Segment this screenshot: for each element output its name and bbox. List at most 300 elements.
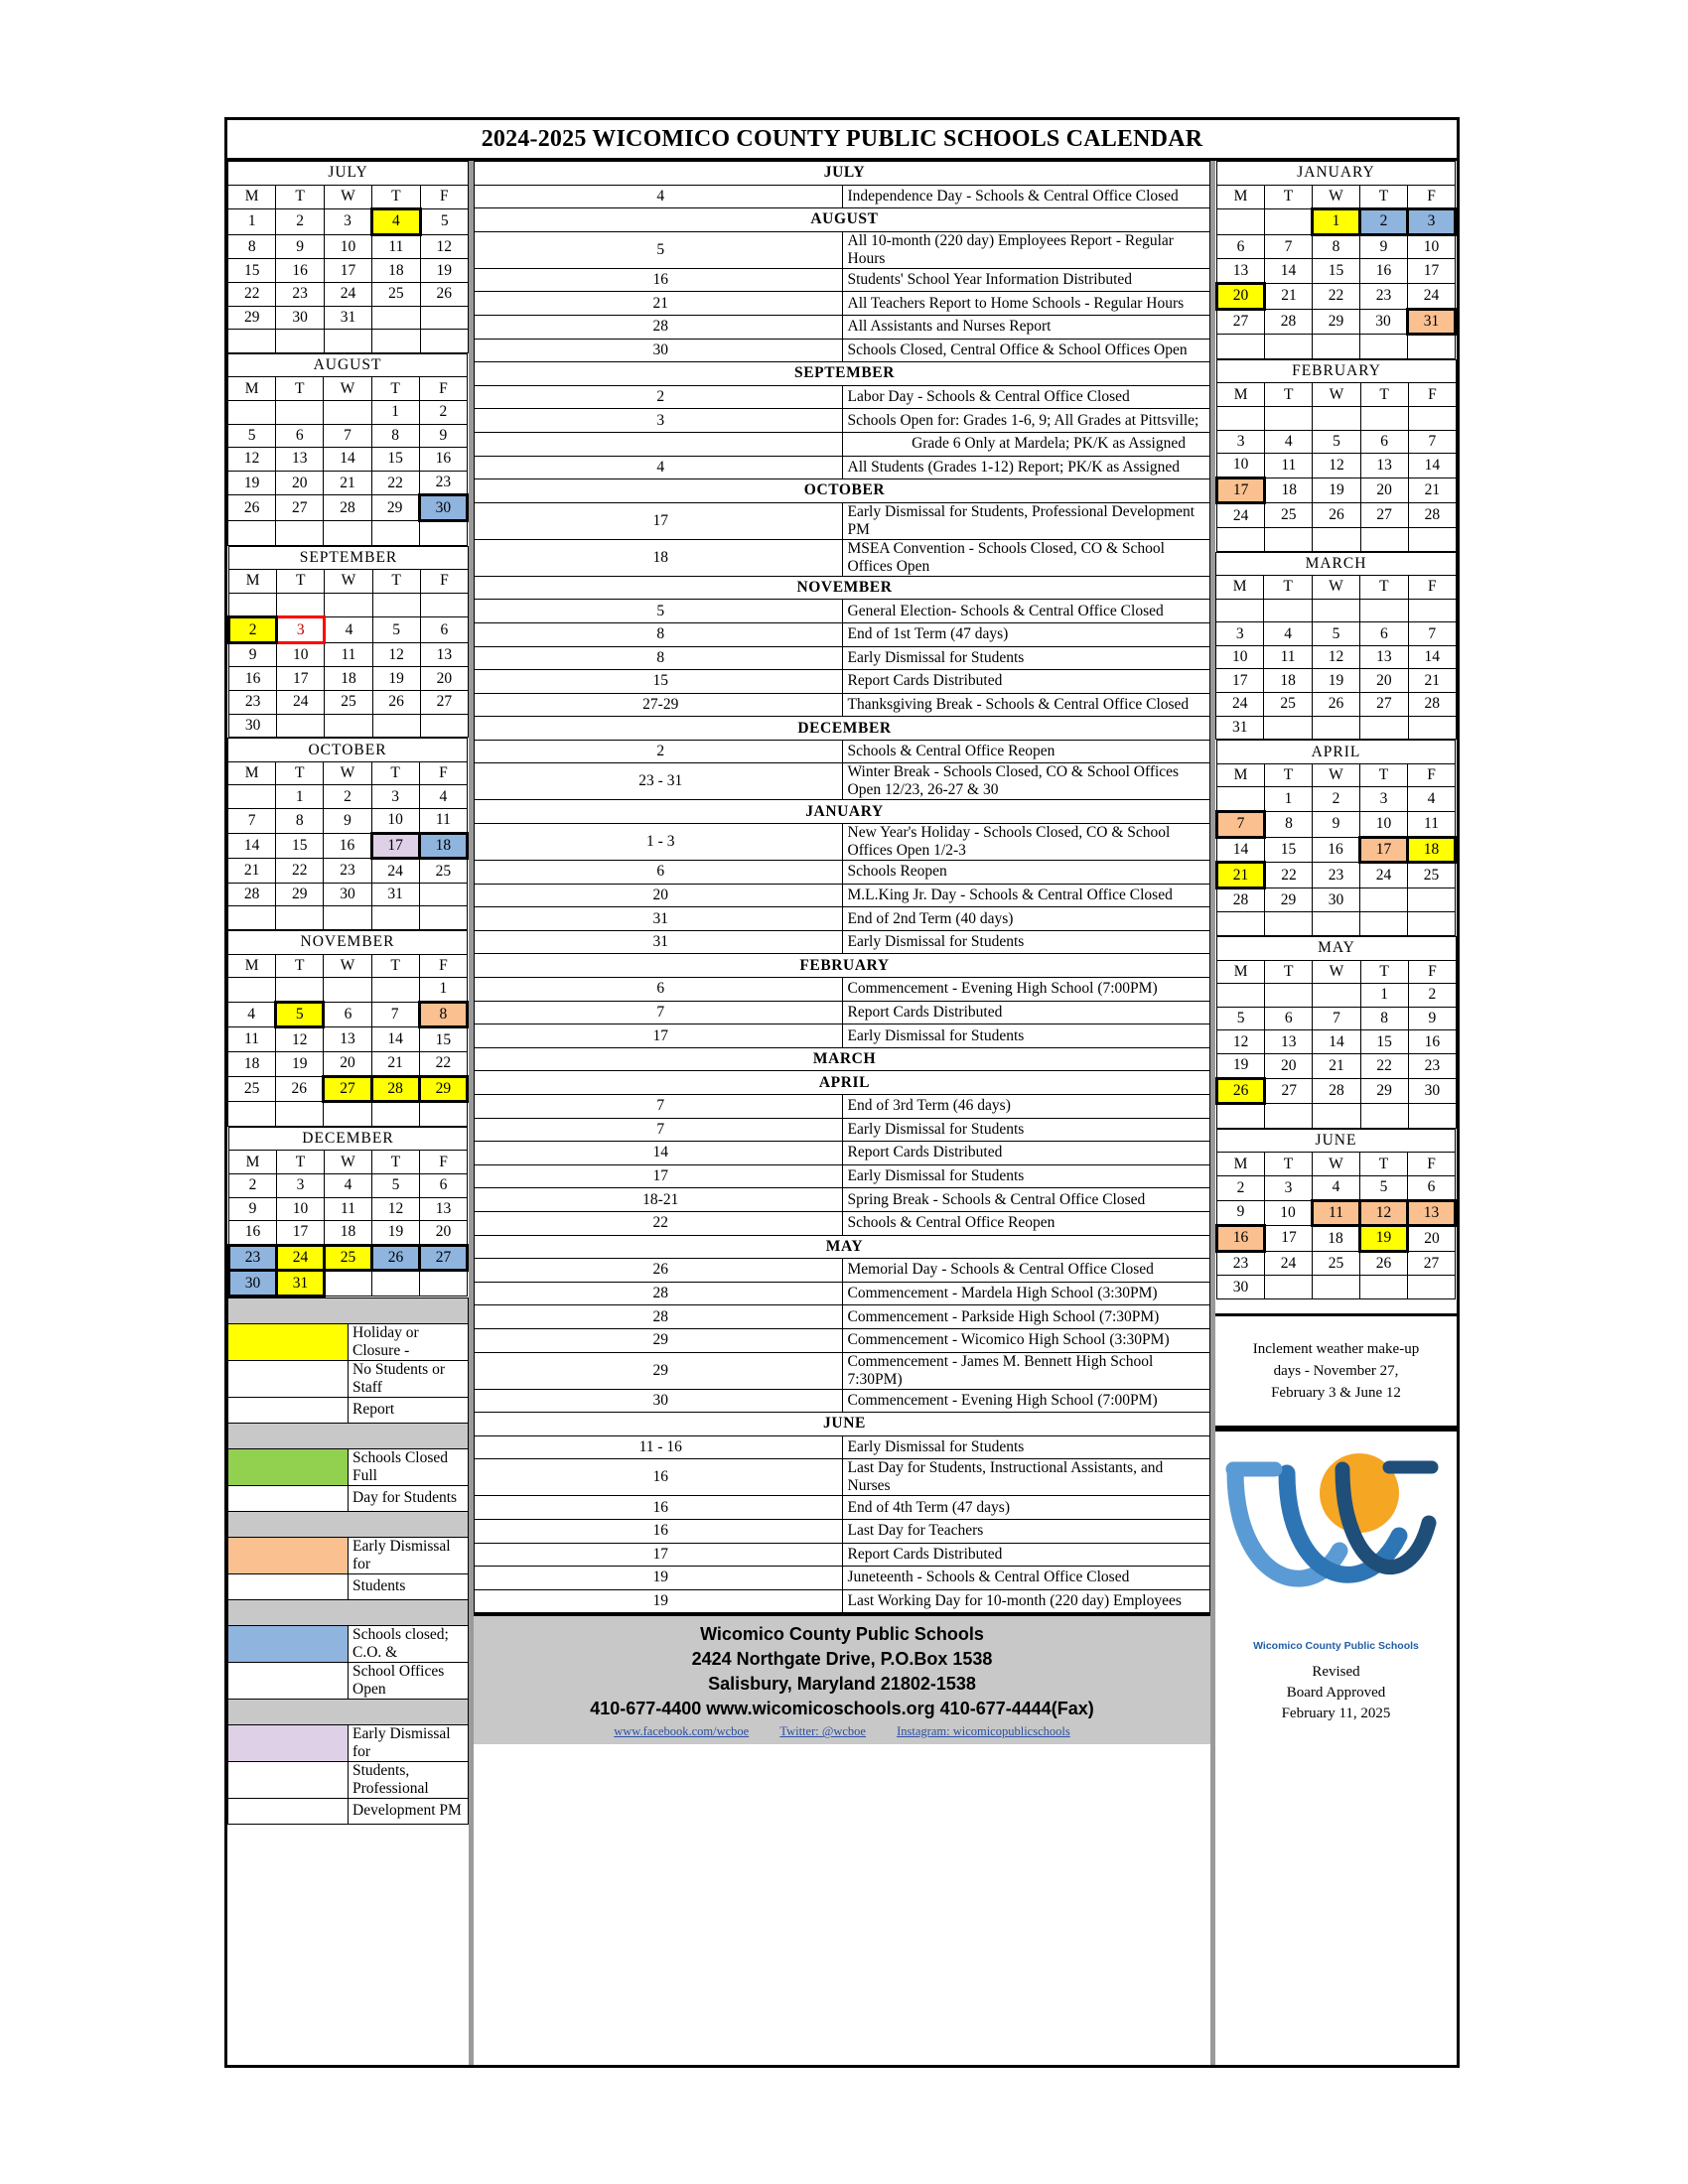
day-cell[interactable]: 12	[372, 1197, 420, 1221]
day-cell[interactable]: 19	[1313, 478, 1360, 503]
day-cell[interactable]: 3	[1408, 209, 1456, 235]
day-cell[interactable]	[276, 520, 324, 545]
day-cell[interactable]: 25	[372, 282, 420, 306]
day-cell[interactable]: 8	[228, 234, 276, 259]
day-cell[interactable]: 8	[1313, 234, 1360, 259]
day-cell[interactable]	[1313, 1104, 1360, 1129]
day-cell[interactable]: 22	[419, 1051, 467, 1076]
day-cell[interactable]: 14	[371, 1027, 419, 1052]
day-cell[interactable]: 23	[419, 471, 467, 495]
day-cell[interactable]: 4	[228, 1002, 276, 1027]
day-cell[interactable]: 31	[371, 883, 419, 906]
day-cell[interactable]: 27	[420, 691, 468, 715]
day-cell[interactable]	[276, 330, 324, 353]
day-cell[interactable]: 21	[371, 1051, 419, 1076]
day-cell[interactable]	[324, 520, 371, 545]
day-cell[interactable]: 2	[1313, 787, 1360, 812]
day-cell[interactable]: 4	[325, 1173, 372, 1197]
day-cell[interactable]: 17	[277, 1221, 325, 1246]
day-cell[interactable]: 2	[276, 209, 324, 235]
day-cell[interactable]: 13	[324, 1027, 371, 1052]
twitter-link[interactable]: Twitter: @wcboe	[779, 1724, 866, 1739]
instagram-link[interactable]: Instagram: wicomicopublicschools	[897, 1724, 1070, 1739]
day-cell[interactable]	[325, 593, 372, 617]
day-cell[interactable]	[228, 1102, 276, 1127]
day-cell[interactable]: 25	[1265, 503, 1313, 528]
day-cell[interactable]: 24	[1217, 503, 1265, 528]
day-cell[interactable]: 19	[1360, 1226, 1408, 1252]
day-cell[interactable]: 10	[1408, 234, 1456, 259]
day-cell[interactable]: 6	[276, 424, 324, 448]
day-cell[interactable]: 17	[277, 667, 325, 691]
day-cell[interactable]: 13	[420, 1197, 468, 1221]
day-cell[interactable]	[1216, 599, 1264, 622]
day-cell[interactable]: 10	[1216, 645, 1264, 669]
day-cell[interactable]: 28	[1408, 503, 1456, 528]
day-cell[interactable]: 16	[324, 833, 371, 859]
day-cell[interactable]: 13	[1408, 1200, 1456, 1226]
day-cell[interactable]: 23	[1408, 1053, 1456, 1078]
day-cell[interactable]: 15	[419, 1027, 467, 1052]
day-cell[interactable]: 2	[324, 785, 371, 809]
day-cell[interactable]: 13	[420, 642, 468, 667]
day-cell[interactable]: 3	[1217, 430, 1265, 454]
day-cell[interactable]: 25	[228, 1076, 276, 1102]
day-cell[interactable]	[1217, 335, 1265, 359]
day-cell[interactable]	[325, 714, 372, 738]
day-cell[interactable]: 12	[276, 1027, 324, 1052]
day-cell[interactable]: 10	[1265, 1200, 1313, 1226]
day-cell[interactable]	[1360, 1104, 1408, 1129]
day-cell[interactable]: 30	[419, 495, 467, 521]
day-cell[interactable]	[1264, 716, 1312, 740]
day-cell[interactable]: 11	[1408, 812, 1456, 838]
day-cell[interactable]: 18	[228, 1051, 276, 1076]
day-cell[interactable]	[1360, 887, 1408, 912]
day-cell[interactable]: 26	[1313, 503, 1360, 528]
day-cell[interactable]: 24	[277, 691, 325, 715]
day-cell[interactable]: 29	[276, 883, 324, 906]
day-cell[interactable]: 12	[1313, 454, 1360, 478]
day-cell[interactable]: 4	[1264, 622, 1312, 646]
day-cell[interactable]	[1313, 1276, 1360, 1299]
day-cell[interactable]	[276, 1102, 324, 1127]
day-cell[interactable]: 30	[1360, 309, 1408, 335]
day-cell[interactable]	[1408, 1104, 1456, 1129]
day-cell[interactable]	[1408, 912, 1456, 936]
day-cell[interactable]: 17	[1216, 669, 1264, 693]
day-cell[interactable]: 26	[420, 282, 468, 306]
day-cell[interactable]: 30	[1217, 1276, 1265, 1299]
day-cell[interactable]	[1217, 912, 1265, 936]
day-cell[interactable]: 27	[1265, 1078, 1313, 1104]
facebook-link[interactable]: www.facebook.com/wcboe	[614, 1724, 750, 1739]
day-cell[interactable]	[419, 1102, 467, 1127]
day-cell[interactable]: 29	[419, 1076, 467, 1102]
day-cell[interactable]	[371, 906, 419, 930]
day-cell[interactable]	[277, 593, 325, 617]
day-cell[interactable]: 21	[324, 471, 371, 495]
day-cell[interactable]	[229, 593, 277, 617]
day-cell[interactable]	[419, 883, 467, 906]
day-cell[interactable]	[1408, 1276, 1456, 1299]
day-cell[interactable]: 25	[419, 859, 467, 884]
day-cell[interactable]: 18	[1265, 478, 1313, 503]
day-cell[interactable]: 19	[372, 1221, 420, 1246]
day-cell[interactable]: 28	[1313, 1078, 1360, 1104]
day-cell[interactable]: 18	[1408, 837, 1456, 863]
day-cell[interactable]: 14	[1408, 454, 1456, 478]
day-cell[interactable]	[1408, 527, 1456, 551]
day-cell[interactable]	[1313, 406, 1360, 430]
day-cell[interactable]: 15	[1360, 1030, 1408, 1054]
day-cell[interactable]: 9	[1408, 1007, 1456, 1030]
day-cell[interactable]: 16	[1313, 837, 1360, 863]
day-cell[interactable]	[228, 520, 276, 545]
day-cell[interactable]: 27	[1408, 1251, 1456, 1276]
day-cell[interactable]	[228, 978, 276, 1003]
day-cell[interactable]	[324, 400, 371, 424]
day-cell[interactable]: 30	[229, 1271, 277, 1297]
day-cell[interactable]: 31	[1216, 716, 1264, 740]
day-cell[interactable]: 13	[1217, 259, 1265, 284]
day-cell[interactable]: 18	[372, 259, 420, 283]
day-cell[interactable]: 13	[1265, 1030, 1313, 1054]
day-cell[interactable]: 25	[1408, 863, 1456, 888]
day-cell[interactable]: 5	[372, 1173, 420, 1197]
day-cell[interactable]: 1	[1313, 209, 1360, 235]
day-cell[interactable]: 26	[1360, 1251, 1408, 1276]
day-cell[interactable]: 30	[1408, 1078, 1456, 1104]
day-cell[interactable]	[1360, 1276, 1408, 1299]
day-cell[interactable]: 17	[1408, 259, 1456, 284]
day-cell[interactable]: 7	[1408, 622, 1456, 646]
day-cell[interactable]: 16	[1217, 1226, 1265, 1252]
day-cell[interactable]: 28	[228, 883, 276, 906]
day-cell[interactable]: 21	[228, 859, 276, 884]
day-cell[interactable]: 28	[1408, 693, 1456, 717]
day-cell[interactable]: 11	[1264, 645, 1312, 669]
day-cell[interactable]: 28	[324, 495, 371, 521]
day-cell[interactable]: 21	[1408, 478, 1456, 503]
day-cell[interactable]	[1360, 716, 1408, 740]
day-cell[interactable]: 5	[228, 424, 276, 448]
day-cell[interactable]: 7	[1265, 234, 1313, 259]
day-cell[interactable]: 23	[1217, 1251, 1265, 1276]
day-cell[interactable]: 31	[1408, 309, 1456, 335]
day-cell[interactable]: 4	[1313, 1175, 1360, 1200]
day-cell[interactable]: 14	[1408, 645, 1456, 669]
day-cell[interactable]: 11	[325, 642, 372, 667]
day-cell[interactable]: 9	[419, 424, 467, 448]
day-cell[interactable]: 17	[371, 833, 419, 859]
day-cell[interactable]: 6	[1408, 1175, 1456, 1200]
day-cell[interactable]: 30	[276, 306, 324, 330]
day-cell[interactable]: 30	[1313, 887, 1360, 912]
day-cell[interactable]: 24	[1216, 693, 1264, 717]
day-cell[interactable]: 9	[1313, 812, 1360, 838]
day-cell[interactable]: 16	[276, 259, 324, 283]
day-cell[interactable]	[420, 1271, 468, 1297]
day-cell[interactable]: 20	[1360, 669, 1408, 693]
day-cell[interactable]	[420, 714, 468, 738]
day-cell[interactable]: 29	[1360, 1078, 1408, 1104]
day-cell[interactable]	[420, 306, 468, 330]
day-cell[interactable]: 9	[324, 809, 371, 834]
day-cell[interactable]: 23	[324, 859, 371, 884]
day-cell[interactable]	[1408, 599, 1456, 622]
day-cell[interactable]: 7	[228, 809, 276, 834]
day-cell[interactable]: 19	[228, 471, 276, 495]
day-cell[interactable]: 1	[419, 978, 467, 1003]
day-cell[interactable]: 8	[1265, 812, 1313, 838]
day-cell[interactable]: 14	[324, 448, 371, 472]
day-cell[interactable]: 18	[1264, 669, 1312, 693]
day-cell[interactable]	[277, 714, 325, 738]
day-cell[interactable]: 27	[276, 495, 324, 521]
day-cell[interactable]: 1	[276, 785, 324, 809]
day-cell[interactable]: 14	[228, 833, 276, 859]
day-cell[interactable]: 7	[1217, 812, 1265, 838]
day-cell[interactable]: 17	[1217, 478, 1265, 503]
day-cell[interactable]: 29	[371, 495, 419, 521]
day-cell[interactable]	[1217, 1104, 1265, 1129]
day-cell[interactable]: 11	[1265, 454, 1313, 478]
day-cell[interactable]: 25	[1264, 693, 1312, 717]
day-cell[interactable]	[276, 978, 324, 1003]
day-cell[interactable]: 15	[1313, 259, 1360, 284]
day-cell[interactable]	[324, 1102, 371, 1127]
day-cell[interactable]	[372, 593, 420, 617]
day-cell[interactable]: 22	[1265, 863, 1313, 888]
day-cell[interactable]: 3	[1265, 1175, 1313, 1200]
day-cell[interactable]: 3	[1360, 787, 1408, 812]
day-cell[interactable]: 12	[228, 448, 276, 472]
day-cell[interactable]: 10	[324, 234, 371, 259]
day-cell[interactable]	[1360, 335, 1408, 359]
day-cell[interactable]: 25	[325, 1245, 372, 1271]
day-cell[interactable]: 19	[420, 259, 468, 283]
day-cell[interactable]: 26	[372, 691, 420, 715]
day-cell[interactable]: 24	[1408, 283, 1456, 309]
day-cell[interactable]: 13	[276, 448, 324, 472]
day-cell[interactable]: 20	[1265, 1053, 1313, 1078]
day-cell[interactable]: 4	[1408, 787, 1456, 812]
day-cell[interactable]: 26	[1312, 693, 1359, 717]
day-cell[interactable]: 16	[1408, 1030, 1456, 1054]
day-cell[interactable]: 27	[1360, 693, 1408, 717]
day-cell[interactable]	[1217, 527, 1265, 551]
day-cell[interactable]	[1360, 599, 1408, 622]
day-cell[interactable]	[1313, 984, 1360, 1008]
day-cell[interactable]: 14	[1313, 1030, 1360, 1054]
day-cell[interactable]	[1408, 887, 1456, 912]
day-cell[interactable]: 2	[1360, 209, 1408, 235]
day-cell[interactable]	[1265, 209, 1313, 235]
day-cell[interactable]	[1265, 335, 1313, 359]
day-cell[interactable]: 22	[371, 471, 419, 495]
day-cell[interactable]: 20	[276, 471, 324, 495]
day-cell[interactable]: 1	[1265, 787, 1313, 812]
day-cell[interactable]: 1	[371, 400, 419, 424]
day-cell[interactable]: 13	[1360, 454, 1408, 478]
day-cell[interactable]	[1360, 912, 1408, 936]
day-cell[interactable]: 27	[420, 1245, 468, 1271]
day-cell[interactable]	[1265, 1104, 1313, 1129]
day-cell[interactable]	[1217, 787, 1265, 812]
day-cell[interactable]	[419, 520, 467, 545]
day-cell[interactable]	[1313, 527, 1360, 551]
day-cell[interactable]: 23	[276, 282, 324, 306]
day-cell[interactable]: 3	[324, 209, 371, 235]
day-cell[interactable]: 16	[229, 667, 277, 691]
day-cell[interactable]: 21	[1217, 863, 1265, 888]
day-cell[interactable]	[325, 1271, 372, 1297]
day-cell[interactable]: 21	[1408, 669, 1456, 693]
day-cell[interactable]: 7	[371, 1002, 419, 1027]
day-cell[interactable]	[371, 978, 419, 1003]
day-cell[interactable]: 21	[1265, 283, 1313, 309]
day-cell[interactable]	[372, 714, 420, 738]
day-cell[interactable]: 3	[277, 617, 325, 643]
day-cell[interactable]: 4	[372, 209, 420, 235]
day-cell[interactable]: 17	[1360, 837, 1408, 863]
day-cell[interactable]: 20	[420, 1221, 468, 1246]
day-cell[interactable]: 16	[1360, 259, 1408, 284]
day-cell[interactable]	[420, 330, 468, 353]
day-cell[interactable]: 8	[276, 809, 324, 834]
day-cell[interactable]: 28	[1217, 887, 1265, 912]
day-cell[interactable]: 29	[1265, 887, 1313, 912]
day-cell[interactable]: 9	[229, 1197, 277, 1221]
day-cell[interactable]: 24	[324, 282, 371, 306]
day-cell[interactable]: 25	[325, 691, 372, 715]
day-cell[interactable]: 14	[1265, 259, 1313, 284]
day-cell[interactable]: 18	[419, 833, 467, 859]
day-cell[interactable]: 26	[228, 495, 276, 521]
day-cell[interactable]: 4	[1265, 430, 1313, 454]
day-cell[interactable]: 10	[1360, 812, 1408, 838]
day-cell[interactable]: 28	[1265, 309, 1313, 335]
day-cell[interactable]: 29	[1313, 309, 1360, 335]
day-cell[interactable]: 5	[1360, 1175, 1408, 1200]
day-cell[interactable]: 29	[228, 306, 276, 330]
day-cell[interactable]: 26	[1217, 1078, 1265, 1104]
day-cell[interactable]	[276, 906, 324, 930]
day-cell[interactable]: 10	[277, 1197, 325, 1221]
day-cell[interactable]: 23	[1360, 283, 1408, 309]
day-cell[interactable]	[1264, 599, 1312, 622]
day-cell[interactable]	[228, 400, 276, 424]
day-cell[interactable]	[1265, 1276, 1313, 1299]
day-cell[interactable]: 7	[324, 424, 371, 448]
day-cell[interactable]: 6	[1360, 430, 1408, 454]
day-cell[interactable]: 14	[1217, 837, 1265, 863]
day-cell[interactable]: 4	[419, 785, 467, 809]
day-cell[interactable]: 19	[1312, 669, 1359, 693]
day-cell[interactable]: 3	[371, 785, 419, 809]
day-cell[interactable]	[1360, 406, 1408, 430]
day-cell[interactable]	[1312, 716, 1359, 740]
day-cell[interactable]: 6	[420, 617, 468, 643]
day-cell[interactable]	[371, 520, 419, 545]
day-cell[interactable]: 6	[420, 1173, 468, 1197]
day-cell[interactable]: 27	[1360, 503, 1408, 528]
day-cell[interactable]: 10	[371, 809, 419, 834]
day-cell[interactable]: 24	[1265, 1251, 1313, 1276]
day-cell[interactable]: 6	[1265, 1007, 1313, 1030]
day-cell[interactable]	[228, 785, 276, 809]
day-cell[interactable]: 2	[229, 617, 277, 643]
day-cell[interactable]: 18	[1313, 1226, 1360, 1252]
day-cell[interactable]: 15	[1265, 837, 1313, 863]
day-cell[interactable]: 12	[372, 642, 420, 667]
day-cell[interactable]: 24	[277, 1245, 325, 1271]
day-cell[interactable]: 5	[372, 617, 420, 643]
day-cell[interactable]: 23	[1313, 863, 1360, 888]
day-cell[interactable]: 25	[1313, 1251, 1360, 1276]
day-cell[interactable]: 2	[1408, 984, 1456, 1008]
day-cell[interactable]	[1312, 599, 1359, 622]
day-cell[interactable]: 15	[228, 259, 276, 283]
day-cell[interactable]	[1217, 209, 1265, 235]
day-cell[interactable]: 6	[1360, 622, 1408, 646]
day-cell[interactable]: 17	[324, 259, 371, 283]
day-cell[interactable]: 16	[229, 1221, 277, 1246]
day-cell[interactable]: 5	[1217, 1007, 1265, 1030]
day-cell[interactable]: 6	[1217, 234, 1265, 259]
day-cell[interactable]: 4	[325, 617, 372, 643]
day-cell[interactable]	[1408, 335, 1456, 359]
day-cell[interactable]: 22	[228, 282, 276, 306]
day-cell[interactable]: 7	[1313, 1007, 1360, 1030]
day-cell[interactable]	[1265, 527, 1313, 551]
day-cell[interactable]: 3	[1216, 622, 1264, 646]
day-cell[interactable]	[1313, 912, 1360, 936]
day-cell[interactable]	[324, 978, 371, 1003]
day-cell[interactable]: 16	[419, 448, 467, 472]
day-cell[interactable]: 7	[1408, 430, 1456, 454]
day-cell[interactable]	[371, 1102, 419, 1127]
day-cell[interactable]: 5	[276, 1002, 324, 1027]
day-cell[interactable]	[1217, 984, 1265, 1008]
day-cell[interactable]	[372, 330, 420, 353]
day-cell[interactable]: 12	[1312, 645, 1359, 669]
day-cell[interactable]: 24	[371, 859, 419, 884]
day-cell[interactable]	[419, 906, 467, 930]
day-cell[interactable]	[228, 330, 276, 353]
day-cell[interactable]: 11	[419, 809, 467, 834]
day-cell[interactable]: 31	[277, 1271, 325, 1297]
day-cell[interactable]: 20	[324, 1051, 371, 1076]
day-cell[interactable]: 1	[1360, 984, 1408, 1008]
day-cell[interactable]: 11	[372, 234, 420, 259]
day-cell[interactable]: 8	[419, 1002, 467, 1027]
day-cell[interactable]: 26	[372, 1245, 420, 1271]
day-cell[interactable]: 22	[276, 859, 324, 884]
day-cell[interactable]: 5	[1313, 430, 1360, 454]
day-cell[interactable]: 8	[371, 424, 419, 448]
day-cell[interactable]: 11	[1313, 1200, 1360, 1226]
day-cell[interactable]	[228, 906, 276, 930]
day-cell[interactable]: 2	[419, 400, 467, 424]
day-cell[interactable]: 12	[1217, 1030, 1265, 1054]
day-cell[interactable]: 9	[1360, 234, 1408, 259]
day-cell[interactable]: 22	[1360, 1053, 1408, 1078]
day-cell[interactable]: 2	[1217, 1175, 1265, 1200]
day-cell[interactable]: 5	[1312, 622, 1359, 646]
day-cell[interactable]: 19	[1217, 1053, 1265, 1078]
